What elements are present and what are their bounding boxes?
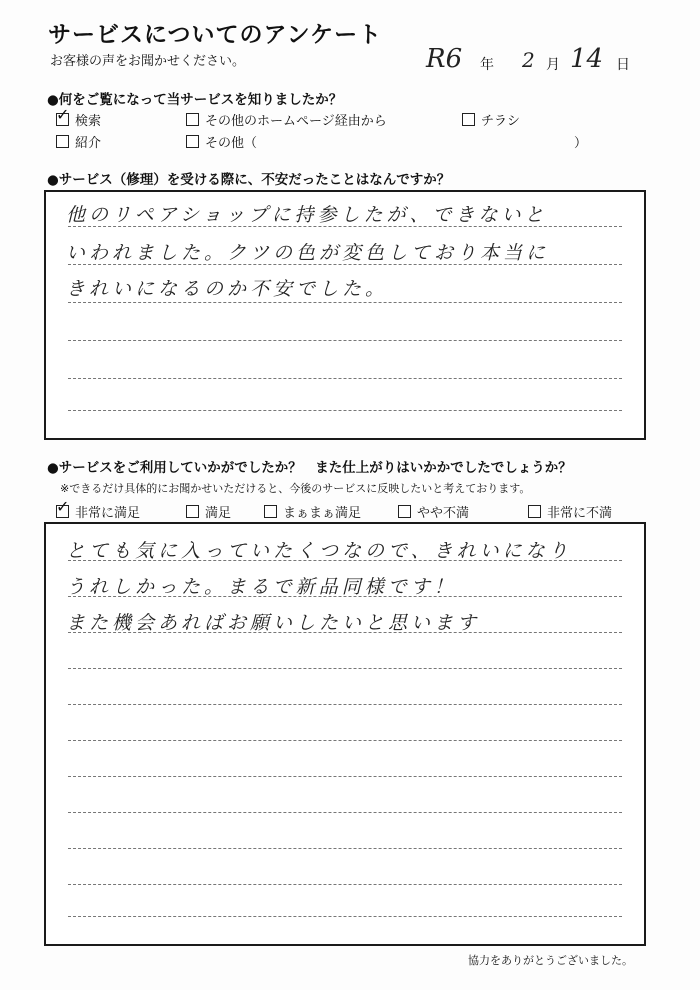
date-month-label: 月 bbox=[546, 57, 560, 73]
q1-option-label: その他のホームページ経由から bbox=[205, 114, 387, 129]
q3-option-very-dissatisfied[interactable] bbox=[528, 502, 612, 521]
date-month: 2 bbox=[522, 48, 535, 72]
ruled-line bbox=[68, 302, 622, 303]
checkbox[interactable] bbox=[56, 497, 70, 518]
date-day-label: 日 bbox=[616, 57, 630, 73]
date-era-year: R6 bbox=[426, 44, 463, 74]
ruled-line bbox=[68, 668, 622, 669]
q3-option-label: やや不満 bbox=[417, 506, 470, 521]
q3-option-label: 非常に不満 bbox=[547, 506, 613, 521]
checkmark-icon: ✓ bbox=[56, 497, 70, 516]
checkbox[interactable] bbox=[56, 105, 70, 126]
handwritten-line: 他のリペアショップに持参したが、できないと bbox=[66, 204, 548, 226]
q3-option-label: 非常に満足 bbox=[75, 506, 141, 521]
q2-question: ●サービス（修理）を受ける際に、不安だったことはなんですか？ bbox=[47, 172, 451, 188]
q3-answer-box[interactable] bbox=[44, 522, 646, 946]
handwritten-line: きれいになるのか不安でした。 bbox=[66, 278, 389, 300]
checkbox[interactable] bbox=[56, 135, 69, 148]
ruled-line bbox=[68, 704, 622, 705]
ruled-line bbox=[68, 776, 622, 777]
checkbox[interactable] bbox=[264, 505, 277, 518]
ruled-line bbox=[68, 812, 622, 813]
q1-option-flyer[interactable] bbox=[462, 110, 520, 129]
q1-option-label: チラシ bbox=[481, 114, 521, 129]
q3-option-label: まぁまぁ満足 bbox=[283, 506, 362, 521]
q2-answer-box[interactable] bbox=[44, 190, 646, 440]
q1-option-referral[interactable] bbox=[56, 132, 101, 151]
checkbox[interactable] bbox=[186, 113, 199, 126]
q1-option-other[interactable] bbox=[186, 132, 257, 151]
ruled-line bbox=[68, 378, 622, 379]
q3-note: ※できるだけ具体的にお聞かせいただけると、今後のサービスに反映したいと考えております。 bbox=[60, 482, 531, 495]
handwritten-line: うれしかった。まるで新品同様です！ bbox=[66, 576, 457, 598]
q3-option-satisfied[interactable] bbox=[186, 502, 231, 521]
checkbox[interactable] bbox=[398, 505, 411, 518]
ruled-line bbox=[68, 884, 622, 885]
checkmark-icon: ✓ bbox=[56, 105, 70, 124]
ruled-line bbox=[68, 740, 622, 741]
q1-option-search[interactable] bbox=[56, 105, 102, 129]
q1-option-label: その他（ bbox=[205, 136, 258, 151]
q3-option-very-satisfied[interactable] bbox=[56, 497, 141, 521]
ruled-line bbox=[68, 410, 622, 411]
checkbox[interactable] bbox=[186, 135, 199, 148]
checkbox[interactable] bbox=[186, 505, 199, 518]
handwritten-line: いわれました。クツの色が変色しており本当に bbox=[66, 242, 550, 264]
q3-option-somewhat-satisfied[interactable] bbox=[264, 502, 361, 521]
footer-thanks: 協力をありがとうございました。 bbox=[468, 954, 633, 967]
ruled-line bbox=[68, 848, 622, 849]
q3-question: ●サービスをご利用していかがでしたか？ また仕上がりはいかかでしたでしょうか？ bbox=[47, 460, 572, 476]
q3-option-label: 満足 bbox=[205, 506, 232, 521]
q1-question: ●何をご覧になって当サービスを知りましたか？ bbox=[47, 92, 343, 108]
survey-title: サービスについてのアンケート bbox=[48, 22, 383, 48]
date-field bbox=[418, 44, 668, 78]
ruled-line bbox=[68, 340, 622, 341]
q1-other-close-paren: ） bbox=[574, 136, 588, 151]
date-year-label: 年 bbox=[480, 57, 494, 73]
handwritten-line: とても気に入っていたくつなので、きれいになり bbox=[66, 540, 572, 562]
checkbox[interactable] bbox=[462, 113, 475, 126]
date-day: 14 bbox=[570, 44, 604, 74]
checkbox[interactable] bbox=[528, 505, 541, 518]
q1-option-label: 検索 bbox=[75, 114, 102, 129]
q3-option-somewhat-dissatisfied[interactable] bbox=[398, 502, 469, 521]
q1-option-other-website[interactable] bbox=[186, 110, 387, 129]
q1-option-label: 紹介 bbox=[75, 136, 102, 151]
survey-subtitle: お客様の声をお聞かせください。 bbox=[50, 54, 246, 69]
handwritten-line: また機会あればお願いしたいと思います bbox=[66, 612, 481, 634]
ruled-line bbox=[68, 916, 622, 917]
